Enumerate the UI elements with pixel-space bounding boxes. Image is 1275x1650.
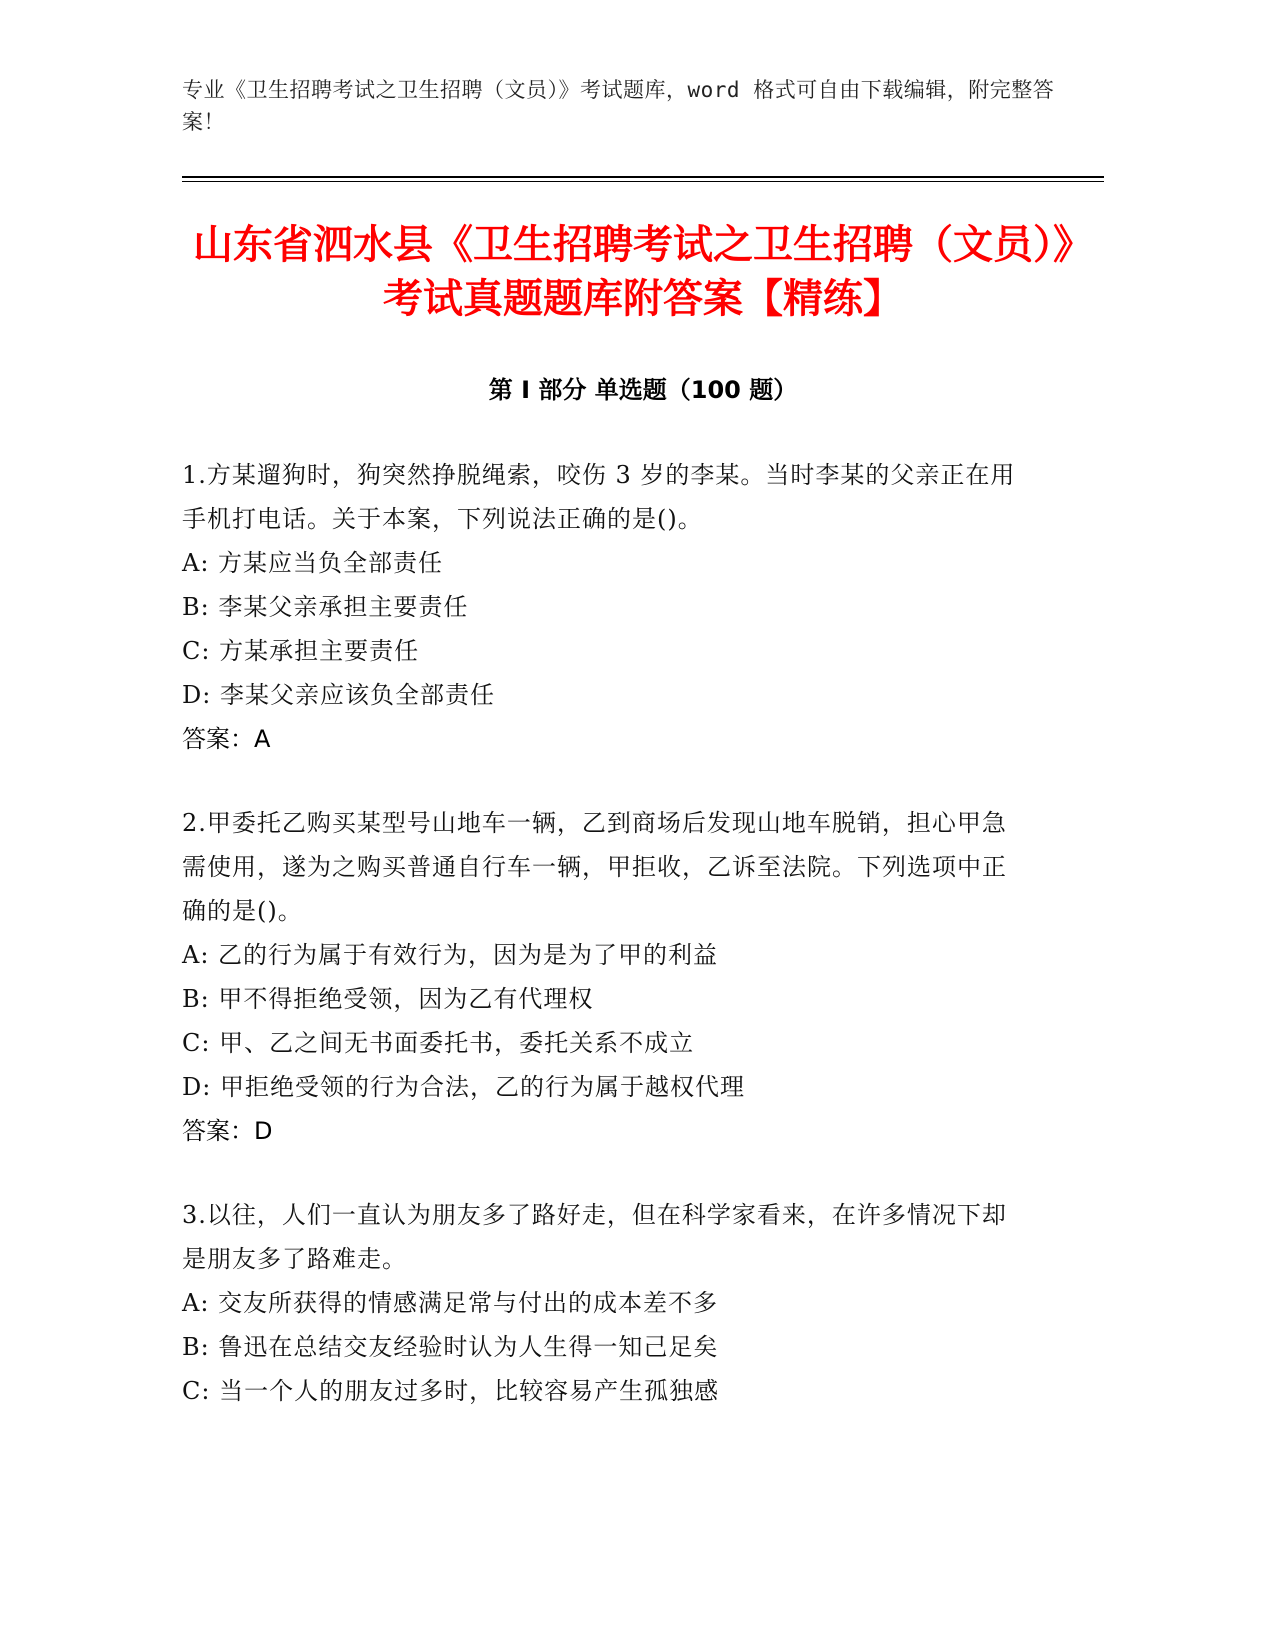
option-a: A: 乙的行为属于有效行为，因为是为了甲的利益 (182, 941, 719, 969)
option-b: B: 李某父亲承担主要责任 (182, 593, 469, 621)
option-b: B: 甲不得拒绝受领，因为乙有代理权 (182, 985, 594, 1013)
question-2 (182, 801, 1022, 1153)
document-title: 山东省泗水县《卫生招聘考试之卫生招聘（文员）》考试真题题库附答案【精练】 (193, 222, 1093, 322)
question-stem: 3.以往，人们一直认为朋友多了路好走，但在科学家看来，在许多情况下却是朋友多了路难走。 (182, 1201, 1007, 1273)
answer: 答案：A (182, 725, 271, 753)
header-divider-thin (182, 181, 1104, 182)
section-title: 第 I 部分 单选题（100 题） (488, 376, 798, 404)
question-stem: 1.方某遛狗时，狗突然挣脱绳索，咬伤 3 岁的李某。当时李某的父亲正在用手机打电话。关于本案，下列说法正确的是()。 (182, 461, 1016, 533)
question-3 (182, 1193, 1022, 1413)
question-stem: 2.甲委托乙购买某型号山地车一辆，乙到商场后发现山地车脱销，担心甲急需使用，遂为之购买普通自行车一辆，甲拒收，乙诉至法院。下列选项中正确的是()。 (182, 809, 1007, 925)
option-c: C: 方某承担主要责任 (182, 637, 420, 665)
answer: 答案：D (182, 1117, 273, 1145)
option-d: D: 李某父亲应该负全部责任 (182, 681, 495, 709)
option-a: A: 交友所获得的情感满足常与付出的成本差不多 (182, 1289, 719, 1317)
option-a: A: 方某应当负全部责任 (182, 549, 444, 577)
question-1 (182, 453, 1022, 761)
header-divider-thick (182, 176, 1104, 178)
option-c: C: 甲、乙之间无书面委托书，委托关系不成立 (182, 1029, 695, 1057)
option-c: C: 当一个人的朋友过多时，比较容易产生孤独感 (182, 1377, 720, 1405)
option-d: D: 甲拒绝受领的行为合法，乙的行为属于越权代理 (182, 1073, 745, 1101)
option-b: B: 鲁迅在总结交友经验时认为人生得一知己足矣 (182, 1333, 719, 1361)
header-note: 专业《卫生招聘考试之卫生招聘（文员）》考试题库，word 格式可自由下载编辑，附完整答案！ (182, 78, 1055, 134)
